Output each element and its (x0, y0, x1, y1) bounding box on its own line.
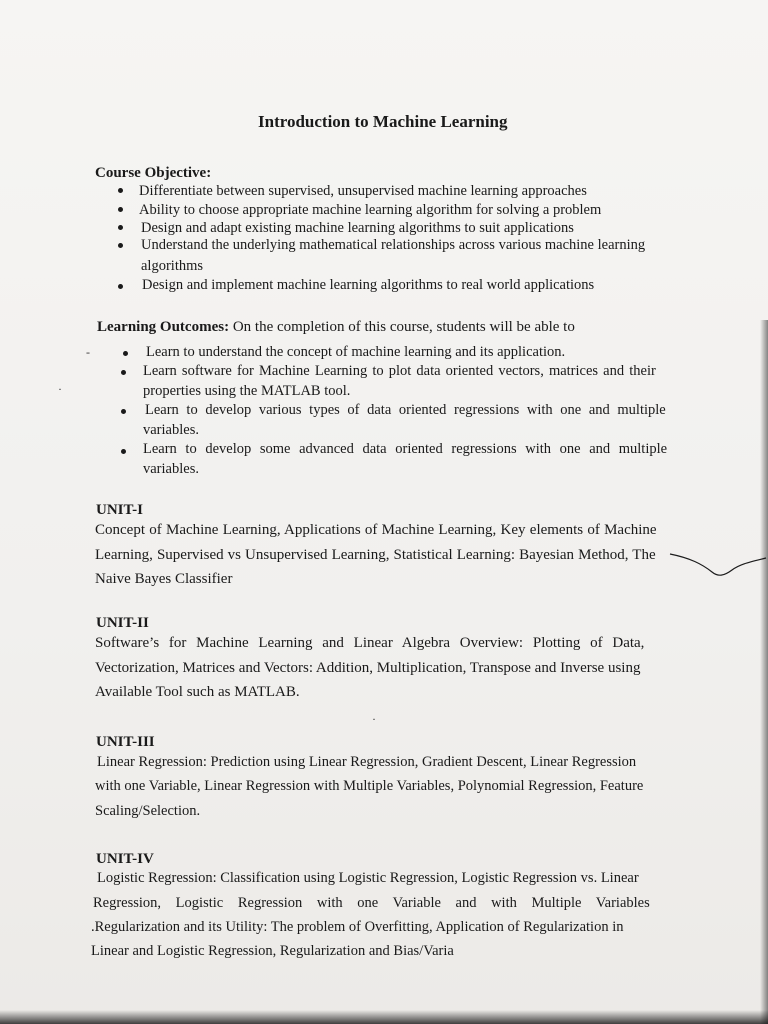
unit-2-line: Software’s for Machine Learning and Linear Algebra Overview: Plotting of Data, (95, 635, 645, 651)
unit-1-line: Learning, Supervised vs Unsupervised Learning, Statistical Learning: Bayesian Method, The (95, 547, 656, 563)
objective-item: Design and implement machine learning algorithms to real world applications (142, 277, 595, 293)
unit-4-line: Logistic Regression: Classification using Logistic Regression, Logistic Regression vs. Linear (97, 870, 639, 886)
bullet-dot (118, 225, 123, 230)
objective-item: Design and adapt existing machine learning algorithms to suit applications (141, 220, 574, 236)
unit-3-heading: UNIT-III (96, 734, 155, 750)
bullet-dot (121, 449, 126, 454)
outcome-item: Learn software for Machine Learning to plot data oriented vectors, matrices and their (143, 363, 656, 379)
pen-mark: · (58, 382, 62, 396)
course-objective-heading: Course Objective: (95, 165, 212, 181)
unit-2-line: Vectorization, Matrices and Vectors: Addition, Multiplication, Transpose and Inverse using (95, 660, 641, 676)
unit-3-line: Linear Regression: Prediction using Linear Regression, Gradient Descent, Linear Regression (97, 754, 637, 770)
bullet-dot (118, 243, 123, 248)
pen-mark: · (372, 712, 376, 726)
outcome-item: Learn to develop various types of data oriented regressions with one and multiple (145, 402, 666, 418)
unit-4-line: Linear and Logistic Regression, Regularization and Bias/Varia (91, 943, 454, 959)
outcome-item-continued: variables. (143, 422, 199, 438)
outcome-item-continued: variables. (143, 461, 199, 477)
outcome-item: Learn to understand the concept of machine learning and its application. (146, 344, 566, 360)
unit-4-line: Regression, Logistic Regression with one Variable and with Multiple Variables (93, 895, 650, 911)
unit-1-heading: UNIT-I (96, 502, 143, 518)
bullet-dot (123, 351, 128, 356)
unit-3-line: with one Variable, Linear Regression with Multiple Variables, Polynomial Regression, Feature (95, 778, 644, 794)
bullet-dot (118, 188, 123, 193)
bullet-dot (118, 207, 123, 212)
learning-outcomes-paragraph (97, 318, 575, 336)
outcome-item-continued: properties using the MATLAB tool. (143, 383, 351, 399)
objective-item-continued: algorithms (141, 258, 204, 274)
bullet-dot (118, 284, 123, 289)
page-title: Introduction to Machine Learning (258, 112, 508, 131)
page-bottom-shadow (0, 1010, 768, 1024)
learning-outcomes-label: Learning Outcomes: (97, 319, 230, 335)
outcome-item: Learn to develop some advanced data oriented regressions with one and multiple (143, 441, 668, 457)
objective-item: Ability to choose appropriate machine learning algorithm for solving a problem (139, 202, 602, 218)
bullet-dot (121, 409, 126, 414)
unit-2-line: Available Tool such as MATLAB. (95, 684, 300, 700)
unit-1-line: Naive Bayes Classifier (95, 571, 233, 587)
unit-2-heading: UNIT-II (96, 615, 149, 631)
unit-4-line: .Regularization and its Utility: The problem of Overfitting, Application of Regularization in (91, 919, 624, 935)
page-edge-shadow (760, 320, 768, 1024)
pen-scribble (640, 540, 768, 590)
unit-4-heading: UNIT-IV (96, 851, 154, 867)
objective-item: Differentiate between supervised, unsupervised machine learning approaches (139, 183, 587, 199)
objective-item: Understand the underlying mathematical relationships across various machine learning (141, 237, 646, 253)
unit-1-line: Concept of Machine Learning, Applications of Machine Learning, Key elements of Machine (95, 522, 657, 538)
unit-3-line: Scaling/Selection. (95, 803, 201, 819)
pen-mark: - (86, 345, 90, 359)
learning-outcomes-intro: On the completion of this course, students will be able to (229, 319, 575, 335)
bullet-dot (121, 370, 126, 375)
